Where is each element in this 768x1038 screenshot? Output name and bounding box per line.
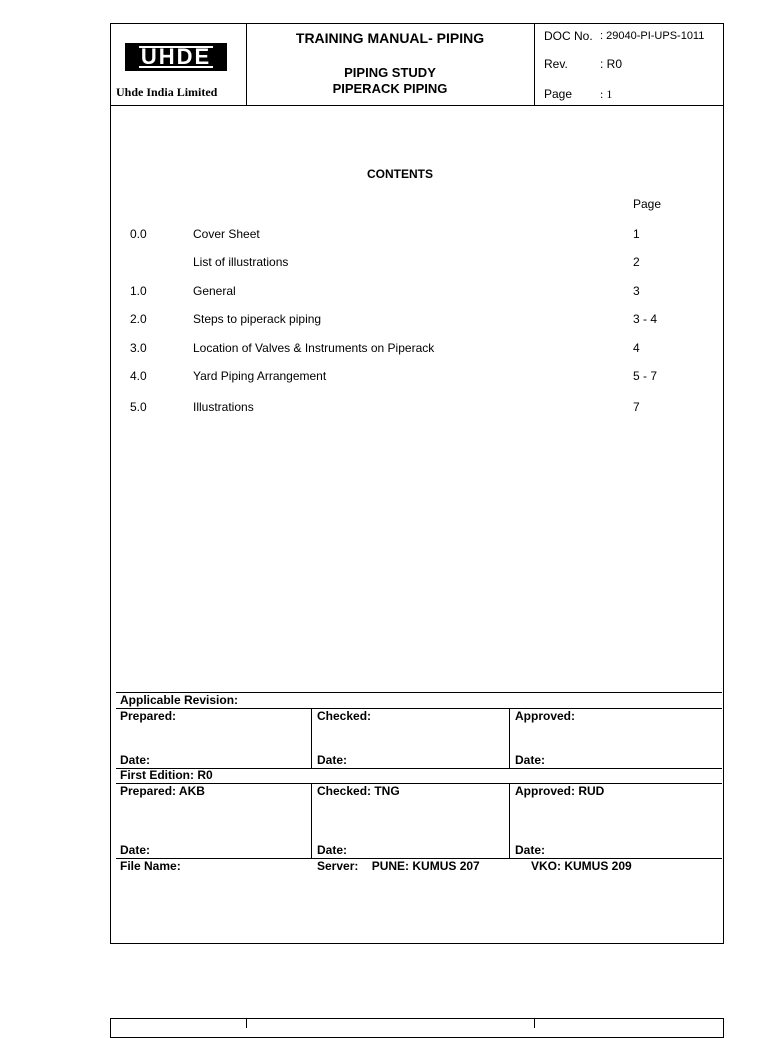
file-name-label: File Name: bbox=[120, 859, 181, 873]
signoff-col-divider-2b bbox=[509, 783, 510, 858]
toc-row bbox=[0, 341, 768, 357]
doc-title: TRAINING MANUAL- PIPING bbox=[295, 30, 485, 46]
rev-value: : R0 bbox=[600, 57, 623, 71]
toc-page: 3 - 4 bbox=[633, 312, 658, 326]
signoff-col-divider-1a bbox=[311, 708, 312, 768]
doc-subtitle-1: PIPING STUDY bbox=[344, 65, 436, 80]
date-label: Date: bbox=[120, 843, 151, 857]
toc-title: Location of Valves & Instruments on Piperack bbox=[193, 341, 435, 355]
date-label: Date: bbox=[317, 843, 348, 857]
vko-server-label: VKO: KUMUS 209 bbox=[531, 859, 632, 873]
toc-number: 1.0 bbox=[130, 284, 147, 298]
checked-label: Checked: bbox=[317, 709, 372, 723]
page-label: Page bbox=[544, 87, 573, 101]
toc-title: Steps to piperack piping bbox=[193, 312, 322, 326]
page-value: : 1 bbox=[600, 87, 613, 101]
toc-title: List of illustrations bbox=[193, 255, 289, 269]
next-page-divider-right bbox=[534, 1018, 535, 1028]
toc-title: Cover Sheet bbox=[193, 227, 260, 241]
next-page-frame bbox=[110, 1018, 724, 1038]
toc-page: 2 bbox=[633, 255, 640, 269]
toc-title: Illustrations bbox=[193, 400, 254, 414]
doc-number-label: DOC No. bbox=[544, 29, 593, 43]
first-edition-label: First Edition: R0 bbox=[120, 768, 213, 782]
date-label: Date: bbox=[120, 753, 151, 767]
toc-title: General bbox=[193, 284, 236, 298]
toc-number: 3.0 bbox=[130, 341, 147, 355]
prepared-by: Prepared: AKB bbox=[120, 784, 205, 798]
toc-title: Yard Piping Arrangement bbox=[193, 369, 327, 383]
toc-page: 4 bbox=[633, 341, 640, 355]
toc-row bbox=[0, 255, 768, 271]
prepared-label: Prepared: bbox=[120, 709, 177, 723]
toc-page: 7 bbox=[633, 400, 640, 414]
signoff-col-divider-1b bbox=[311, 783, 312, 858]
toc-row bbox=[0, 400, 768, 416]
toc-number: 5.0 bbox=[130, 400, 147, 414]
applicable-revision-label: Applicable Revision: bbox=[120, 693, 239, 707]
toc-row bbox=[0, 369, 768, 385]
signoff-line-4 bbox=[116, 783, 722, 784]
date-label: Date: bbox=[317, 753, 348, 767]
toc-number: 4.0 bbox=[130, 369, 147, 383]
doc-subtitle-2: PIPERACK PIPING bbox=[332, 81, 448, 96]
approved-by: Approved: RUD bbox=[515, 784, 605, 798]
toc-row bbox=[0, 284, 768, 300]
toc-row bbox=[0, 312, 768, 328]
contents-page-column: Page bbox=[633, 197, 662, 211]
toc-page: 3 bbox=[633, 284, 640, 298]
doc-number-value: : 29040-PI-UPS-1011 bbox=[600, 30, 705, 42]
header-bottom-line bbox=[110, 105, 724, 106]
server-label: Server: PUNE: KUMUS 207 bbox=[317, 859, 480, 873]
rev-label: Rev. bbox=[544, 57, 568, 71]
signoff-col-divider-2a bbox=[509, 708, 510, 768]
toc-number: 2.0 bbox=[130, 312, 147, 326]
toc-number: 0.0 bbox=[130, 227, 147, 241]
logo-text: UHDE bbox=[140, 44, 212, 69]
toc-page: 1 bbox=[633, 227, 640, 241]
checked-by: Checked: TNG bbox=[317, 784, 400, 798]
contents-heading: CONTENTS bbox=[367, 167, 433, 181]
uhde-logo bbox=[125, 43, 227, 71]
header-divider-right bbox=[534, 23, 535, 105]
toc-row bbox=[0, 227, 768, 243]
page-frame bbox=[110, 23, 724, 944]
toc-page: 5 - 7 bbox=[633, 369, 658, 383]
signoff-line-2 bbox=[116, 708, 722, 709]
date-label: Date: bbox=[515, 843, 546, 857]
next-page-divider-left bbox=[246, 1018, 247, 1028]
approved-label: Approved: bbox=[515, 709, 575, 723]
date-label: Date: bbox=[515, 753, 546, 767]
company-name: Uhde India Limited bbox=[116, 85, 218, 99]
